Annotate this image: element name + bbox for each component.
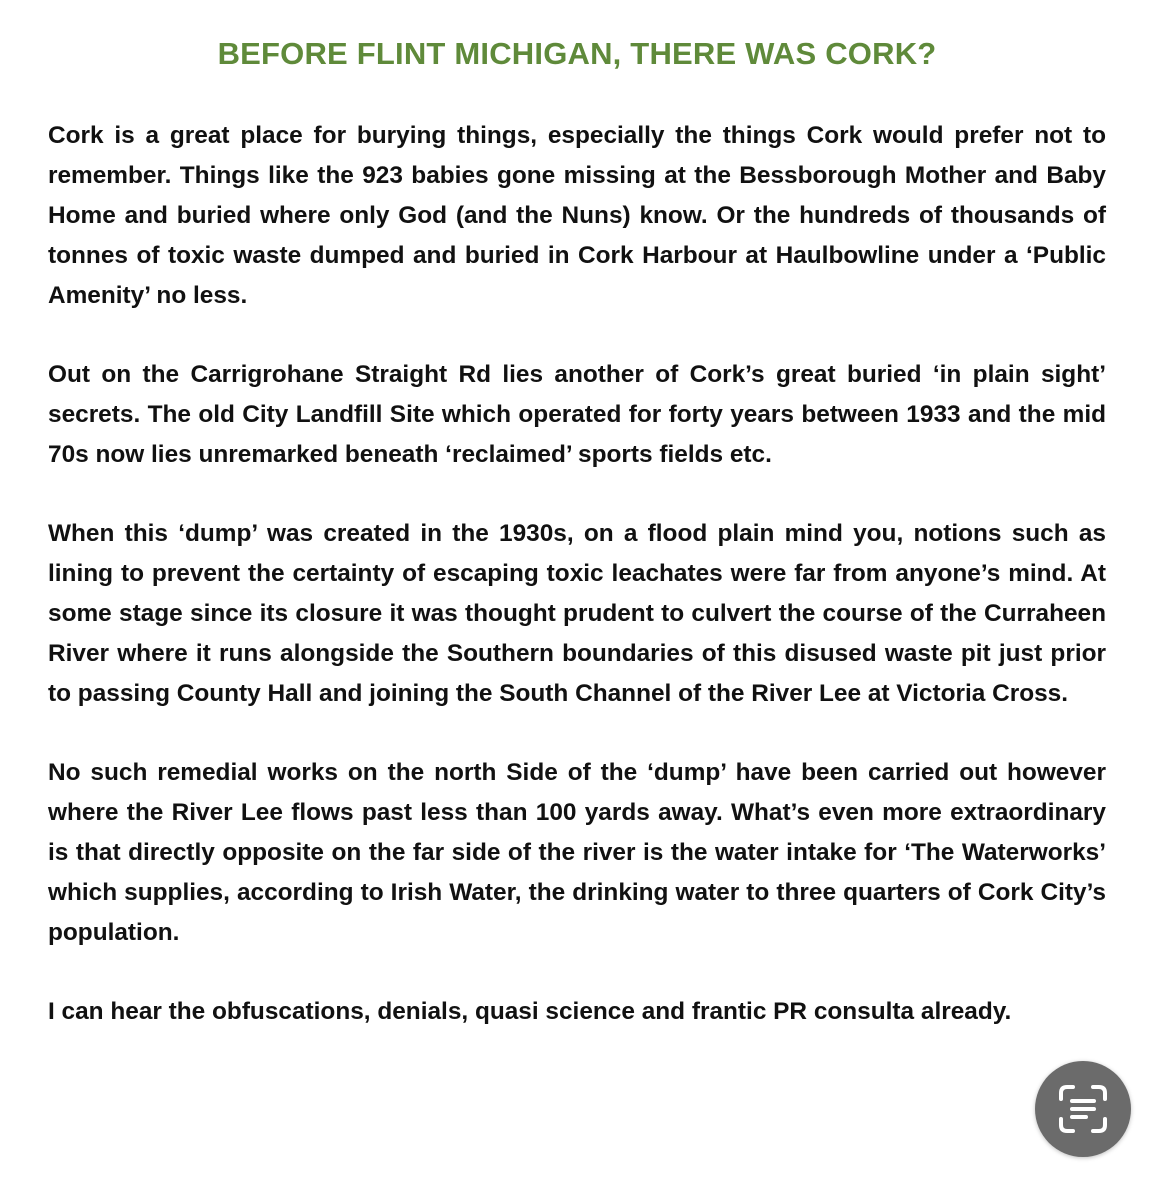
paragraph-5: I can hear the obfuscations, denials, quasi science and frantic PR consulta already. (48, 998, 1012, 1025)
document-page (48, 32, 1106, 1032)
paragraph-3: When this ‘dump’ was created in the 1930s, on a flood plain mind you, notions such as lining to prevent the certainty of escaping toxic leachates were far from anyone’s mind. At some stage since its closure it was thought prudent to culvert the course of the Curraheen River where it runs alongside the Southern boundaries of this disused waste pit just prior to passing County Hall and joining the South Channel of the River Lee at Victoria Cross. (48, 520, 1106, 707)
paragraph-2: Out on the Carrigrohane Straight Rd lies another of Cork’s great buried ‘in plain sight’ secrets. The old City Landfill Site which operated for forty years between 1933 and the mid 70s now lies unremarked beneath ‘reclaimed’ sports fields etc. (48, 361, 1106, 468)
document-title: BEFORE FLINT MICHIGAN, THERE WAS CORK? (217, 36, 937, 71)
paragraph-4: No such remedial works on the north Side of the ‘dump’ have been carried out however where the River Lee flows past less than 100 yards away. What’s even more extraordinary is that directly opposite on the far side of the river is the water intake for ‘The Waterworks’ which supplies, according to Irish Water, the drinking water to three quarters of Cork City’s population. (48, 759, 1106, 946)
live-text-button[interactable] (1035, 1061, 1131, 1157)
paragraph-1: Cork is a great place for burying things, especially the things Cork would prefer not to remember. Things like the 923 babies gone missing at the Bessborough Mother and Baby Home and buried where only God (and the Nuns) know. Or the hundreds of thousands of tonnes of toxic waste dumped and buried in Cork Harbour at Haulbowline under a ‘Public Amenity’ no less. (48, 122, 1106, 309)
text-scan-icon (1057, 1083, 1109, 1135)
